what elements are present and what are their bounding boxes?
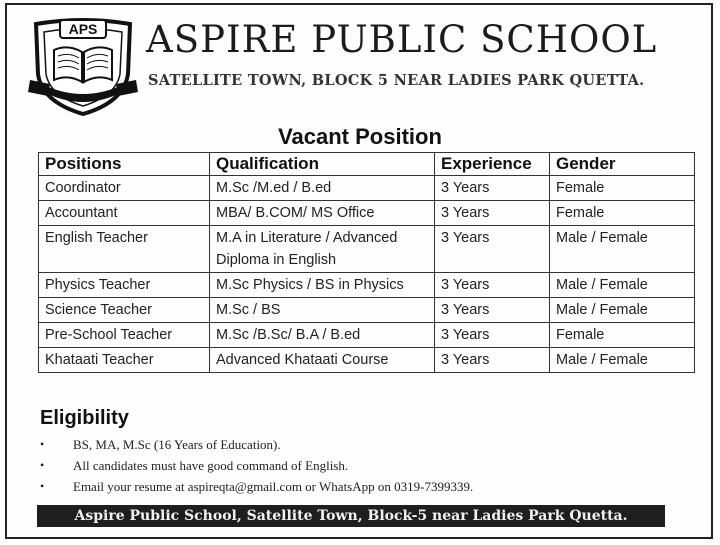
table-row bbox=[39, 176, 695, 201]
eligibility-list bbox=[40, 434, 473, 497]
logo-text: APS bbox=[68, 21, 98, 37]
column-header-positions: Positions bbox=[39, 153, 210, 176]
qualification-cell: M.Sc / BS bbox=[210, 298, 435, 323]
gender-cell: Male / Female bbox=[550, 273, 695, 298]
qualification-cell: M.A in Literature / Advanced Diploma in English bbox=[210, 226, 435, 273]
eligibility-text: BS, MA, M.Sc (16 Years of Education). bbox=[73, 437, 281, 452]
gender-cell: Male / Female bbox=[550, 348, 695, 373]
column-header-gender: Gender bbox=[550, 153, 695, 176]
position-cell: Khataati Teacher bbox=[39, 348, 210, 373]
experience-cell: 3 Years bbox=[435, 176, 550, 201]
eligibility-text: All candidates must have good command of English. bbox=[73, 458, 349, 473]
experience-cell: 3 Years bbox=[435, 201, 550, 226]
gender-cell: Female bbox=[550, 201, 695, 226]
qualification-cell: Advanced Khataati Course bbox=[210, 348, 435, 373]
table-row bbox=[39, 273, 695, 298]
table-row bbox=[39, 201, 695, 226]
position-cell: Accountant bbox=[39, 201, 210, 226]
vacancy-table bbox=[38, 152, 695, 373]
experience-cell: 3 Years bbox=[435, 298, 550, 323]
vacant-position-title: Vacant Position bbox=[278, 124, 442, 149]
eligibility-title: Eligibility bbox=[40, 407, 129, 429]
table-row bbox=[39, 298, 695, 323]
experience-cell: 3 Years bbox=[435, 226, 550, 273]
position-cell: Pre-School Teacher bbox=[39, 323, 210, 348]
table-row bbox=[39, 348, 695, 373]
table-row bbox=[39, 226, 695, 273]
eligibility-text: Email your resume at aspireqta@gmail.com or WhatsApp on 0319-7399339. bbox=[73, 479, 474, 494]
gender-cell: Female bbox=[550, 323, 695, 348]
bullet-icon: • bbox=[40, 437, 45, 451]
column-header-experience: Experience bbox=[435, 153, 550, 176]
list-item bbox=[40, 476, 473, 497]
footer-address-bar: Aspire Public School, Satellite Town, Block-5 near Ladies Park Quetta. bbox=[37, 505, 665, 527]
position-cell: English Teacher bbox=[39, 226, 210, 273]
list-item bbox=[40, 434, 473, 455]
school-name: ASPIRE PUBLIC SCHOOL bbox=[146, 18, 658, 61]
experience-cell: 3 Years bbox=[435, 348, 550, 373]
position-cell: Physics Teacher bbox=[39, 273, 210, 298]
gender-cell: Male / Female bbox=[550, 226, 695, 273]
bullet-icon: • bbox=[40, 479, 45, 493]
column-header-qualification: Qualification bbox=[210, 153, 435, 176]
qualification-cell: M.Sc /M.ed / B.ed bbox=[210, 176, 435, 201]
table-row bbox=[39, 323, 695, 348]
qualification-cell: MBA/ B.COM/ MS Office bbox=[210, 201, 435, 226]
table-header-row bbox=[39, 153, 695, 176]
school-logo bbox=[24, 14, 142, 118]
position-cell: Science Teacher bbox=[39, 298, 210, 323]
experience-cell: 3 Years bbox=[435, 323, 550, 348]
school-address: SATELLITE TOWN, BLOCK 5 NEAR LADIES PARK QUETTA. bbox=[148, 72, 645, 89]
list-item bbox=[40, 455, 473, 476]
experience-cell: 3 Years bbox=[435, 273, 550, 298]
gender-cell: Female bbox=[550, 176, 695, 201]
qualification-cell: M.Sc Physics / BS in Physics bbox=[210, 273, 435, 298]
position-cell: Coordinator bbox=[39, 176, 210, 201]
gender-cell: Male / Female bbox=[550, 298, 695, 323]
qualification-cell: M.Sc /B.Sc/ B.A / B.ed bbox=[210, 323, 435, 348]
bullet-icon: • bbox=[40, 458, 45, 472]
